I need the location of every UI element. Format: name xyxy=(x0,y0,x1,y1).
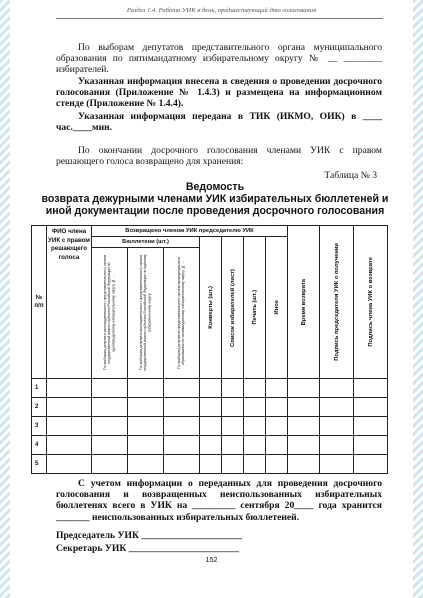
header-bulletins: Бюллетени (шт.) xyxy=(92,237,200,248)
header-return-time: Время возврата xyxy=(288,226,320,379)
header-divider xyxy=(56,18,383,19)
document-title: Ведомость xyxy=(185,181,245,193)
document-subtitle-line2: иной документации после проведения досрочного голосования xyxy=(45,205,385,217)
header-member-name: ФИО члена УИК с правом решающего голоса xyxy=(47,226,92,379)
left-decorative-stripe xyxy=(0,0,10,598)
table-number-label: Таблица № 3 xyxy=(324,170,377,181)
secretary-signature-line: Секретарь УИК _______________________ xyxy=(56,543,240,554)
paragraph-returned: По окончании досрочного голосования членами УИК с правом решающего голоса возвращено для хранения: xyxy=(56,145,382,168)
paragraph-voters: По выборам депутатов представительного органа муниципального образования по пятимандатному избирательному округу № __ ________ избирателей. xyxy=(56,42,382,76)
header-bulletin-municipal: По выборам депутатов представительного органа муниципального образования по пятимандатному избирательному округу № ... xyxy=(164,248,200,379)
header-chair-signature: Подпись председателя УИК о получении xyxy=(320,226,354,379)
header-bulletin-unified: По выборам депутата законодательного (представительного) органа государственной власти субъекта Российской Федерации по единому избирательному округу xyxy=(128,248,164,379)
paragraph-info-transferred: Указанная информация передана в ТИК (ИКМО, ОИК) в ____ час.____мин. xyxy=(56,111,382,134)
return-register-table xyxy=(31,225,388,474)
right-decorative-stripe xyxy=(413,0,423,598)
row-number: 3 xyxy=(32,417,47,436)
row-number: 1 xyxy=(32,379,47,398)
header-voter-lists: Список избирателей (лист) xyxy=(222,237,244,379)
table-row xyxy=(32,436,388,455)
header-row-number: № п/п xyxy=(32,226,47,379)
table-row xyxy=(32,398,388,417)
header-member-signature: Подпись члена УИК о возврате xyxy=(354,226,388,379)
row-number: 5 xyxy=(32,455,47,474)
running-header: Раздел 1.4. Работа УИК в день, предшествующий дню голосования xyxy=(126,7,317,14)
header-returned-group: Возвращено членом УИК председателю УИК xyxy=(92,226,288,237)
table-row xyxy=(32,455,388,474)
header-bulletin-single-mandate: По выборам депутата законодательного (представительного) органа государственной власти субъекта Российской Федерации по одномандатному избирательному округу № ... xyxy=(92,248,128,379)
row-number: 2 xyxy=(32,398,47,417)
header-envelopes: Конверты (шт.) xyxy=(200,237,222,379)
row-number: 4 xyxy=(32,436,47,455)
paragraph-summary: С учетом информации о переданных для проведения досрочного голосования и возвращенных неиспользованных избирательных бюллетенях всего в УИК на _________ сентября 20____ года хранится _______ неиспользованных избирательных бюллетеней. xyxy=(56,478,382,523)
header-stamp: Печать (шт.) xyxy=(244,237,266,379)
table-row xyxy=(32,417,388,436)
header-other: Иное xyxy=(266,237,288,379)
chair-signature-line: Председатель УИК _____________________ xyxy=(56,530,243,541)
paragraph-info-entered: Указанная информация внесена в сведения о проведении досрочного голосования (Приложение № 1.4.3) и размещена на информационном стенде (Приложение № 1.4.4). xyxy=(56,76,382,110)
document-subtitle-line1: возврата дежурными членами УИК избирательных бюллетеней и xyxy=(41,193,389,205)
page-number: 152 xyxy=(205,557,218,564)
table-row xyxy=(32,379,388,398)
